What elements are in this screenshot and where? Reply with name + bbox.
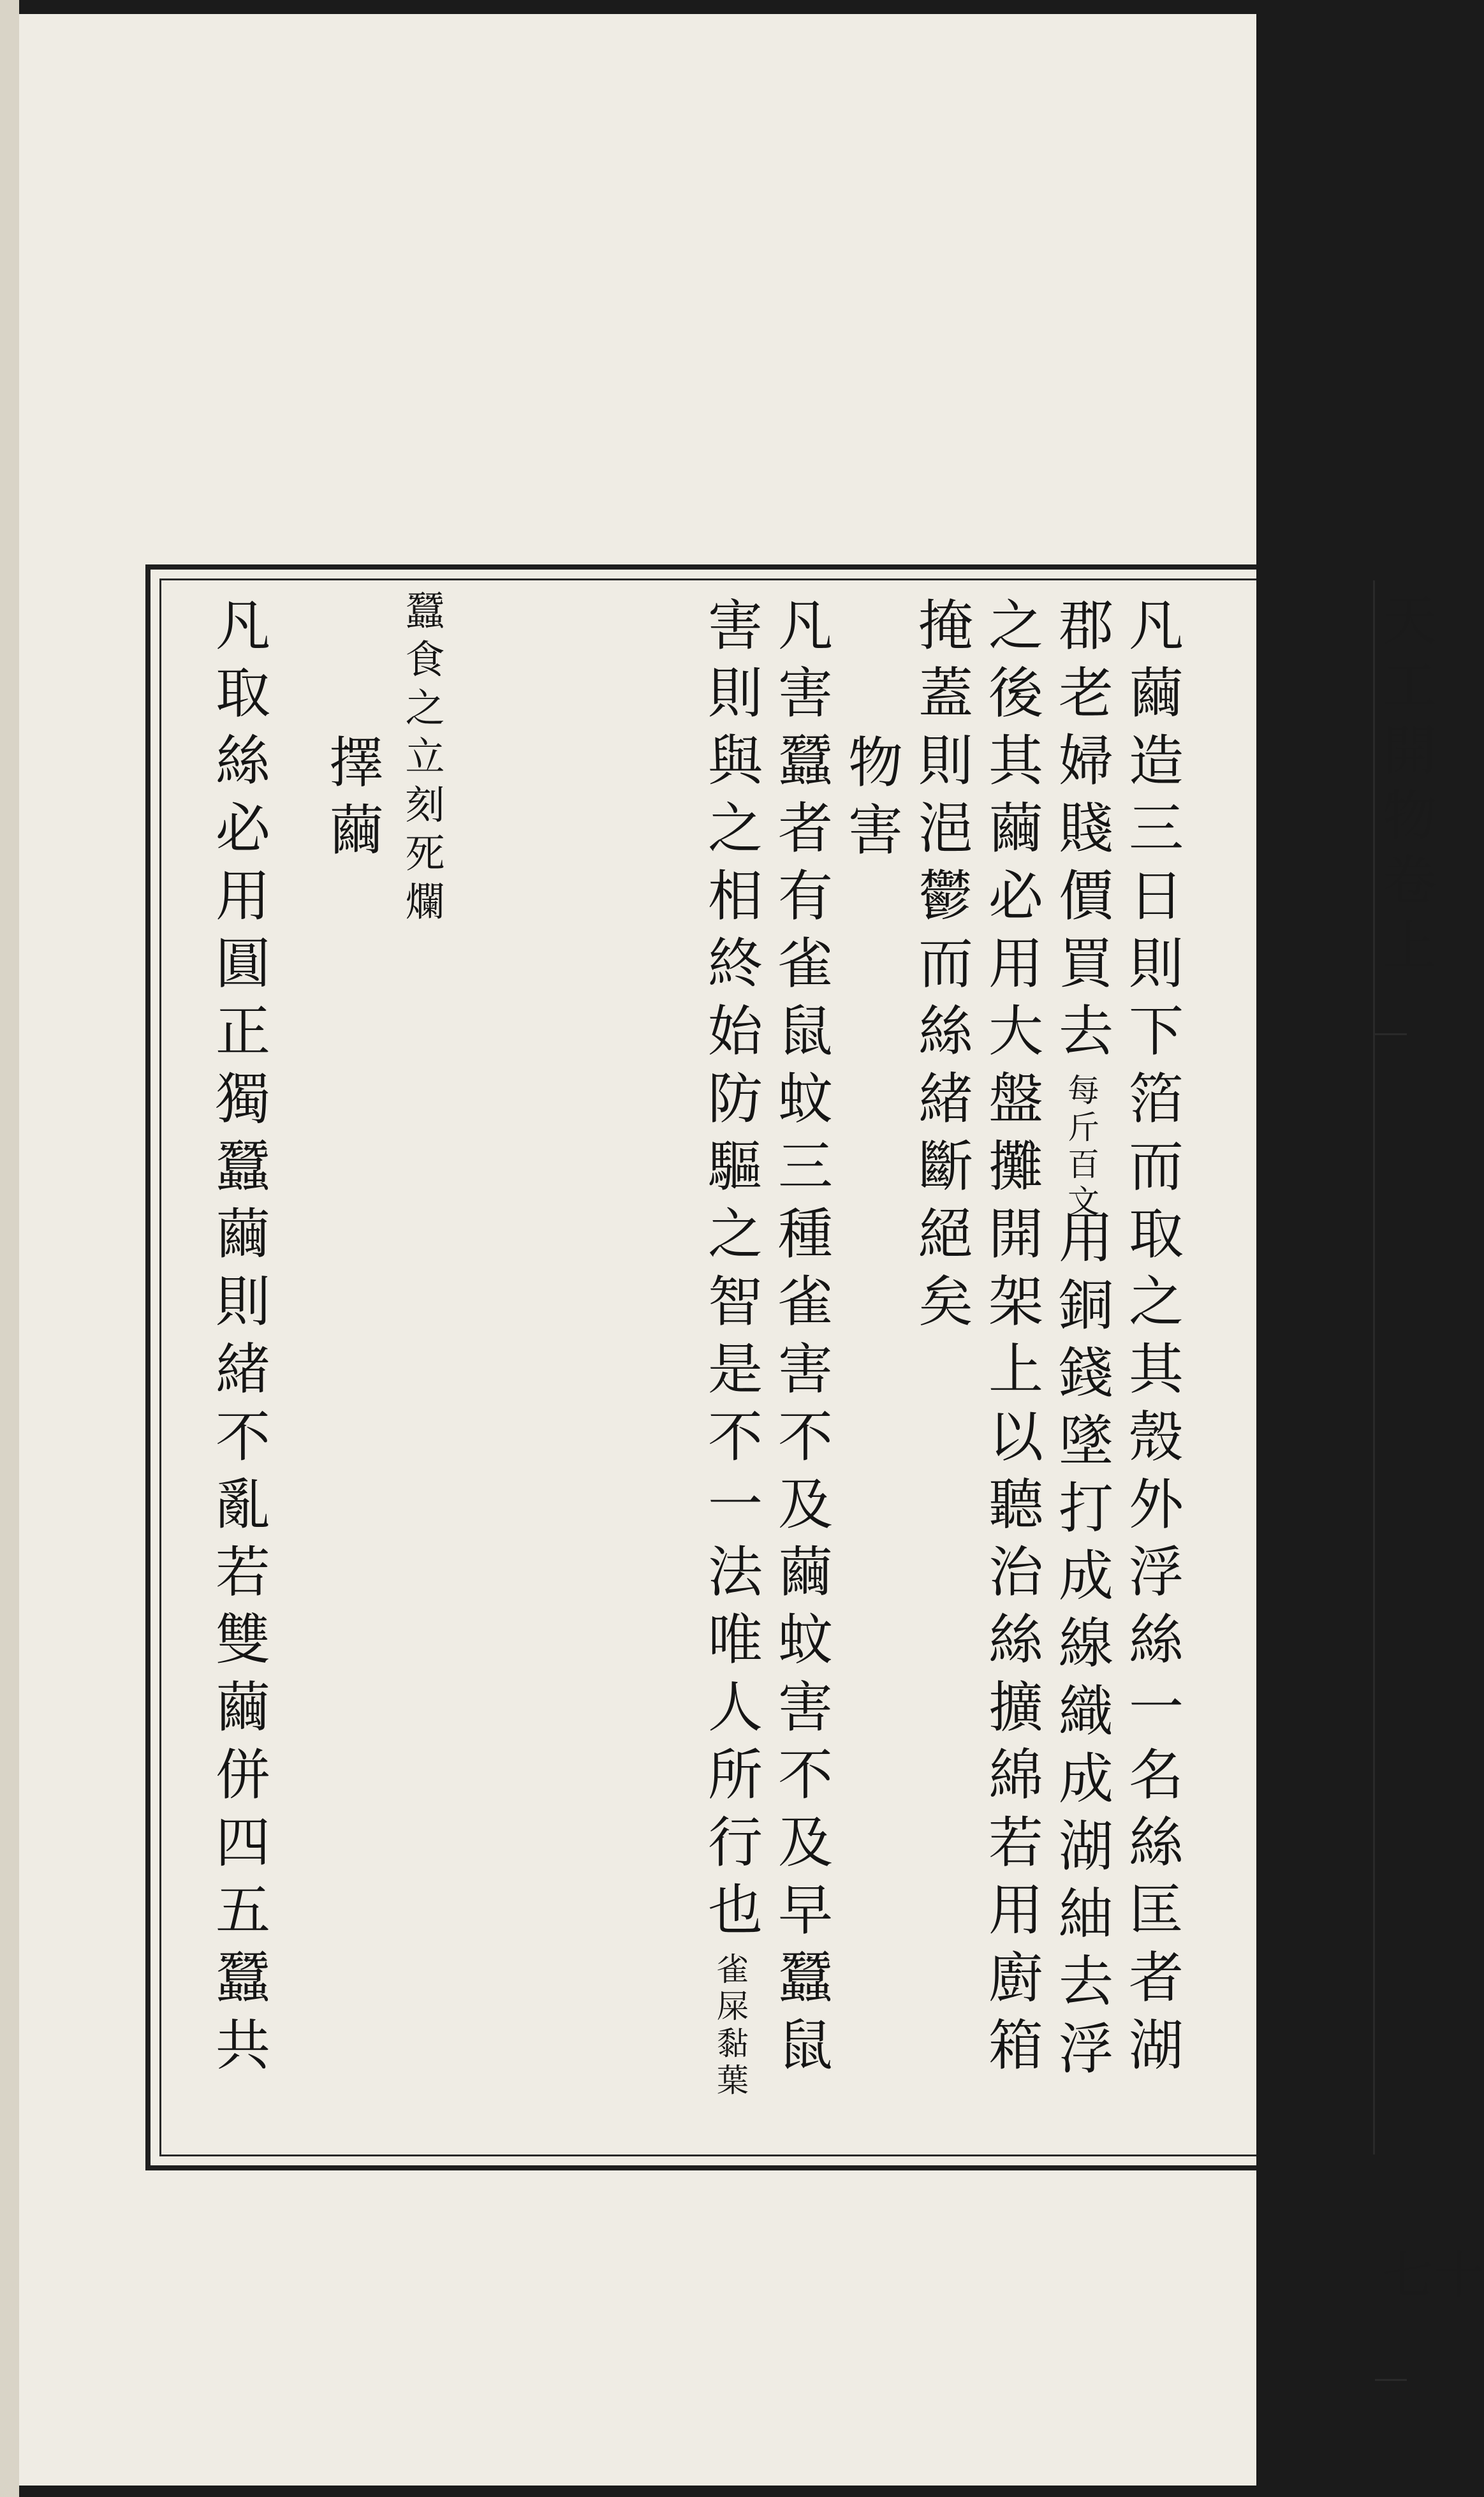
text-column: 凡取絲必用圓正獨蠶繭則緒不亂若雙繭併四五蠶共 [206, 596, 270, 2084]
book-spine-edge [0, 0, 19, 2497]
center-margin-strip [1373, 580, 1484, 2299]
interlinear-note: 雀屎黏葉 [712, 1952, 749, 2100]
text-main: 用銅錢墜打成線織成湖紬去浮 [1049, 1209, 1113, 2088]
note-continuation: 蠶食之立刻死爛 [399, 590, 445, 929]
text-column [698, 596, 762, 2100]
margin-divider [1375, 2379, 1407, 2381]
section-heading: 擇繭 [320, 733, 383, 869]
text-main: 害則與之相終始防驅之智是不一法唯人所行也 [698, 596, 762, 1948]
text-column: 凡害蠶者有雀鼠蚊三種雀害不及繭蚊害不及早蠶鼠 [768, 596, 832, 2084]
text-main: 郡老婦賤價買去 [1049, 596, 1113, 1070]
text-column: 之後其繭必用大盤攤開架上以聽治絲擴綿若用廚箱 [979, 596, 1043, 2084]
page-number: 十七 [1374, 2248, 1484, 2299]
margin-divider [1375, 1033, 1407, 1035]
book-title: 天工開物卷上 [1374, 592, 1437, 982]
interlinear-note: 每斤百文 [1062, 1073, 1099, 1221]
text-column: 凡繭造三日則下箔而取之其殼外浮絲一名絲匡者湖 [1119, 596, 1183, 2084]
text-column: 掩蓋則浥鬱而絲緒斷絕矣 [909, 596, 973, 1340]
section-heading: 物害 [839, 733, 902, 869]
text-column [1049, 596, 1113, 2088]
